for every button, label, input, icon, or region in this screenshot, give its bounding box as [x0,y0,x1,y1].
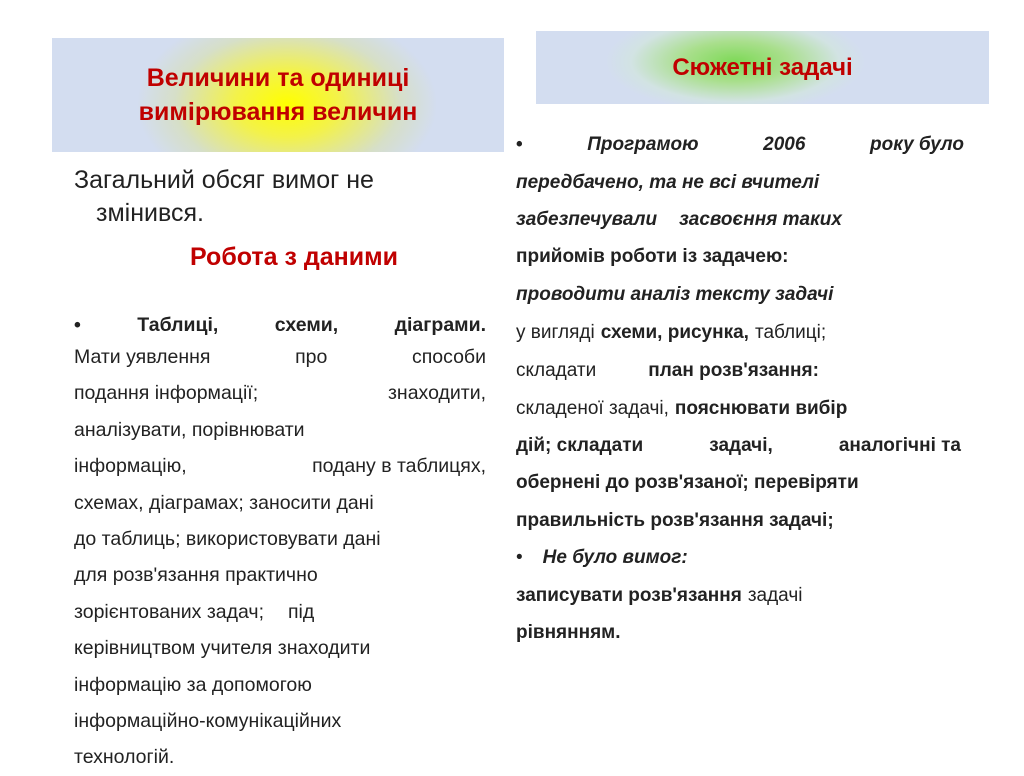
body-text: 2006 [763,134,806,155]
body-text: забезпечували [516,209,658,230]
body-text: схемах, діаграмах; заносити дані [74,491,374,514]
body-text: правильність розв'язання задачі; [516,510,834,531]
left-header-line-1: Величини та одиниці [146,64,410,92]
body-line-1 [74,339,486,375]
bullet-word-3: діаграми. [394,314,486,336]
body-text: задачі [747,585,803,606]
body-text: інформаційно-комунікаційних [74,710,342,733]
body-text: до таблиць; використовувати дані [74,528,381,551]
body-text: передбачено, та не всі вчителі [516,172,820,193]
body-text: під [288,600,315,623]
body-text: план розв'язання: [648,360,819,381]
body-line-7 [74,557,486,593]
right-header [536,31,989,104]
body-text: складати [516,360,597,381]
body-line-6 [74,521,486,557]
right-line-3 [516,209,928,231]
body-line-2 [74,375,486,411]
right-header-title: Сюжетні задачі [672,53,853,81]
body-text: подану в таблицях, [312,455,486,478]
body-text: схеми, рисунка, [600,322,749,343]
body-text: інформацію, [74,455,187,478]
body-text: пояснювати вибір [674,398,848,419]
body-line-11 [74,703,486,739]
body-text: подання інформації; [74,382,259,405]
right-line-11 [516,510,964,532]
body-text: аналізувати, порівнювати [74,418,305,441]
body-text: року було [870,134,964,155]
body-text: технологій. [74,746,175,769]
right-line-1 [516,134,964,156]
left-header [52,38,504,152]
left-bullet-line [74,308,486,342]
right-line-13 [516,585,964,607]
body-text: у вигляді [516,322,595,343]
bullet-symbol: • [516,134,523,155]
body-text: знаходити, [387,382,486,405]
right-line-5 [516,284,964,306]
body-text: Мати уявлення [74,346,211,368]
left-intro [74,164,486,230]
right-line-10 [516,472,964,494]
left-body [74,339,486,776]
body-text: інформацію за допомогою [74,673,312,696]
right-line-2 [516,172,964,194]
body-text: Не було вимог: [542,547,688,568]
bullet-symbol: • [74,314,81,336]
body-text: дій; складати [516,435,644,456]
right-line-4 [516,246,964,268]
left-bullet [74,308,486,342]
body-text: задачі, [709,435,773,456]
body-text: складеної задачі, [516,398,669,419]
right-line-9 [516,435,961,457]
body-line-12 [74,739,486,775]
body-line-5 [74,485,486,521]
intro-line-2: змінився. [96,199,204,227]
body-line-4 [74,448,486,484]
body-text: для розв'язання практично [74,564,318,587]
right-line-8 [516,398,964,420]
left-subheading: Робота з даними [190,243,398,271]
right-line-7 [516,360,964,382]
body-text: Програмою [587,134,699,155]
body-line-3 [74,412,486,448]
body-text: про [295,346,328,368]
body-text: аналогічні та [838,435,961,456]
body-text: таблиці; [754,322,827,343]
right-line-12 [516,547,964,569]
intro-line-1: Загальний обсяг вимог не [74,166,374,194]
body-text: рівнянням. [516,622,621,643]
body-text: зорієнтованих задач; [74,600,264,623]
right-line-14 [516,622,964,644]
body-line-8 [74,594,486,630]
right-line-6 [516,322,964,344]
body-text: керівництвом учителя знаходити [74,637,371,660]
left-header-line-2: вимірювання величин [138,98,418,126]
body-line-10 [74,667,486,703]
body-text: проводити аналіз тексту задачі [516,284,834,305]
bullet-symbol: • [516,547,523,568]
body-text: обернені до розв'язаної; перевіряти [516,472,859,493]
bullet-word-2: схеми, [274,314,339,336]
bullet-word-1: Таблиці, [137,314,219,336]
body-line-9 [74,630,486,666]
body-text: записувати розв'язання [516,585,742,606]
body-text: засвоєння таких [679,209,842,230]
body-text: способи [411,346,486,368]
body-text: прийомів роботи із задачею: [516,246,789,267]
